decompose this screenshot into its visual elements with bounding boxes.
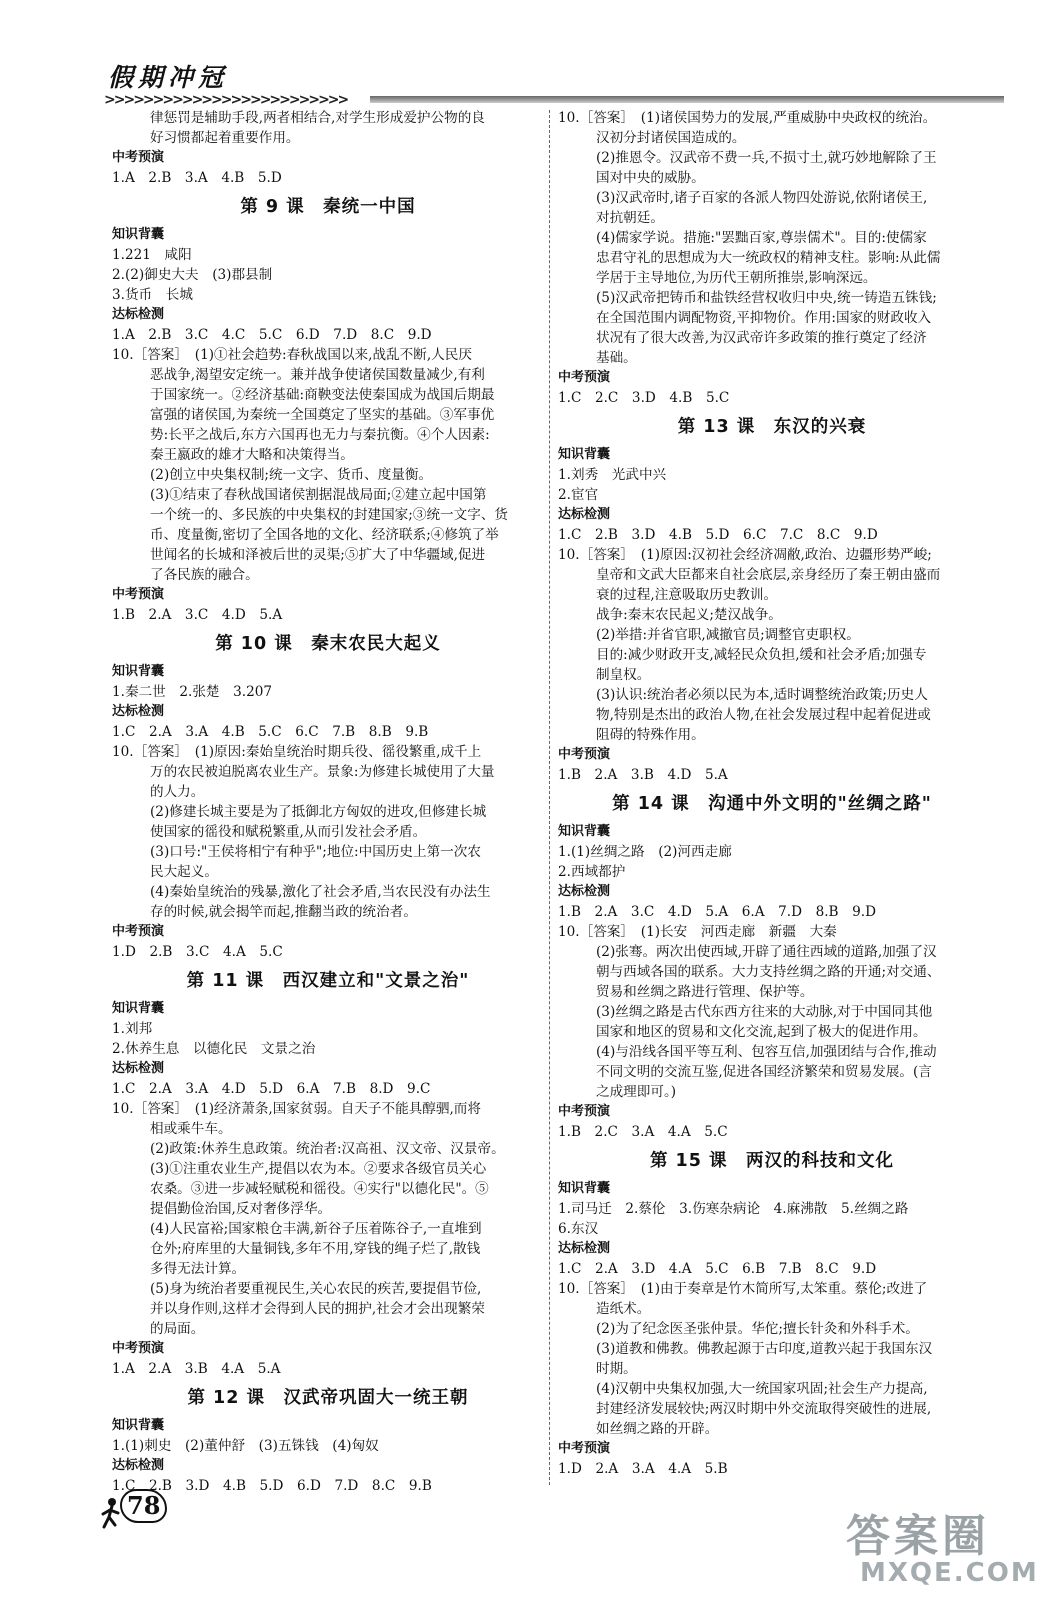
text-line: 万的农民被迫脱离农业生产。景象:为修建长城使用了大量 <box>150 764 495 780</box>
text-line: (2)推恩令。汉武帝不费一兵,不损寸土,就巧妙地解除了王 <box>596 150 937 166</box>
text-line: 封建经济发展较快;两汉时期中外交流取得突破性的进展, <box>596 1401 932 1417</box>
text-line: 2.西域都护 <box>558 864 626 880</box>
text-line: 1.(1)丝绸之路 (2)河西走廊 <box>558 844 732 860</box>
text-line: 时期。 <box>596 1361 637 1377</box>
left-column <box>112 108 544 1496</box>
lesson-title: 第 9 课 秦统一中国 <box>240 197 416 217</box>
text-line: 6.东汉 <box>558 1221 599 1237</box>
text-line: 1.C 2.B 3.D 4.B 5.D 6.D 7.D 8.C 9.B <box>112 1478 432 1494</box>
section-heading: 知识背囊 <box>112 664 165 679</box>
text-line: (3)认识:统治者必须以民为本,适时调整统治政策;历史人 <box>596 687 928 703</box>
text-line: 律惩罚是辅助手段,两者相结合,对学生形成爱护公物的良 <box>150 110 485 126</box>
text-line: 皇帝和文武大臣都来自社会底层,亲身经历了秦王朝由盛而 <box>596 567 941 583</box>
text-line: 农桑。③进一步减轻赋税和徭役。④实行"以德化民"。⑤ <box>150 1181 489 1197</box>
page-header <box>0 0 1054 112</box>
text-line: 1.B 2.C 3.A 4.A 5.C <box>558 1124 728 1140</box>
text-line: 1.D 2.B 3.C 4.A 5.C <box>112 944 283 960</box>
watermark-logo-text: 答案圈 <box>846 1511 990 1562</box>
text-line: (3)口号:"王侯将相宁有种乎";地位:中国历史上第一次农 <box>150 844 481 860</box>
text-line: 并以身作则,这样才会得到人民的拥护,社会才会出现繁荣 <box>150 1301 485 1317</box>
section-heading: 中考预演 <box>112 587 165 602</box>
text-line: 富强的诸侯国,为秦统一全国奠定了坚实的基础。③军事优 <box>150 407 495 423</box>
text-line: 10.［答案］ (1)原因:汉初社会经济凋敝,政治、边疆形势严峻; <box>558 547 932 563</box>
text-line: 在全国范围内调配物资,平抑物价。作用:国家的财政收入 <box>596 310 932 326</box>
lesson-title: 第 10 课 秦末农民大起义 <box>215 634 441 654</box>
section-heading: 中考预演 <box>558 747 611 762</box>
text-line: 1.D 2.A 3.A 4.A 5.B <box>558 1461 728 1477</box>
text-line: 多得无法计算。 <box>150 1261 246 1277</box>
section-heading: 达标检测 <box>558 884 611 899</box>
text-line: 1.刘秀 光武中兴 <box>558 467 667 483</box>
text-line: 1.B 2.A 3.C 4.D 5.A 6.A 7.D 8.B 9.D <box>558 904 877 920</box>
section-heading: 达标检测 <box>112 307 165 322</box>
text-line: 造纸术。 <box>596 1301 651 1317</box>
text-line: 1.(1)刺史 (2)董仲舒 (3)五铢钱 (4)匈奴 <box>112 1438 379 1454</box>
text-line: 如丝绸之路的开辟。 <box>596 1421 719 1437</box>
text-line: 10.［答案］ (1)由于奏章是竹木简所写,太笨重。蔡伦;改进了 <box>558 1281 928 1297</box>
right-column <box>558 108 986 1479</box>
section-heading: 达标检测 <box>558 1241 611 1256</box>
text-line: 制皇权。 <box>596 667 651 683</box>
text-line: 2.休养生息 以德化民 文景之治 <box>112 1041 316 1057</box>
section-heading: 中考预演 <box>112 150 165 165</box>
section-heading: 中考预演 <box>112 1341 165 1356</box>
section-heading: 知识背囊 <box>112 1001 165 1016</box>
section-heading: 知识背囊 <box>112 227 165 242</box>
text-line: 2.(2)御史大夫 (3)郡县制 <box>112 267 273 283</box>
text-line: (4)秦始皇统治的残暴,激化了社会矛盾,当农民没有办法生 <box>150 884 491 900</box>
text-line: 1.C 2.A 3.A 4.D 5.D 6.A 7.B 8.D 9.C <box>112 1081 431 1097</box>
text-line: 币、度量衡,密切了全国各地的文化、经济联系;④修筑了举 <box>150 527 499 543</box>
text-line: (2)政策:休养生息政策。统治者:汉高祖、汉文帝、汉景帝。 <box>150 1141 505 1157</box>
text-line: 状况有了很大改善,为汉武帝许多政策的推行奠定了经济 <box>596 330 927 346</box>
text-line: 1.A 2.B 3.A 4.B 5.D <box>112 170 282 186</box>
section-heading: 中考预演 <box>112 924 165 939</box>
text-line: (2)为了纪念医圣张仲景。华佗;擅长针灸和外科手术。 <box>596 1321 919 1337</box>
text-line: 秦王嬴政的雄才大略和决策得当。 <box>150 447 354 463</box>
text-line: 物,特别是杰出的政治人物,在社会发展过程中起着促进或 <box>596 707 931 723</box>
section-heading: 知识背囊 <box>558 1181 611 1196</box>
text-line: (3)道教和佛教。佛教起源于古印度,道教兴起于我国东汉 <box>596 1341 933 1357</box>
text-line: (4)人民富裕;国家粮仓丰满,新谷子压着陈谷子,一直堆到 <box>150 1221 482 1237</box>
text-line: 基础。 <box>596 350 637 366</box>
text-line: 1.A 2.B 3.C 4.C 5.C 6.D 7.D 8.C 9.D <box>112 327 432 343</box>
text-line: 1.C 2.B 3.D 4.B 5.D 6.C 7.C 8.C 9.D <box>558 527 878 543</box>
text-line: (4)儒家学说。措施:"罢黜百家,尊崇儒术"。目的:使儒家 <box>596 230 927 246</box>
lesson-title: 第 15 课 两汉的科技和文化 <box>649 1151 895 1171</box>
text-line: 1.C 2.A 3.A 4.B 5.C 6.C 7.B 8.B 9.B <box>112 724 429 740</box>
section-heading: 中考预演 <box>558 1441 611 1456</box>
header-rule <box>370 96 1004 103</box>
text-line: (2)张骞。两次出使西域,开辟了通往西域的道路,加强了汉 <box>596 944 937 960</box>
text-line: 1.221 咸阳 <box>112 247 192 263</box>
text-line: 民大起义。 <box>150 864 218 880</box>
text-line: 1.刘邦 <box>112 1021 153 1037</box>
text-line: 10.［答案］ (1)①社会趋势:春秋战国以来,战乱不断,人民厌 <box>112 347 472 363</box>
text-line: 衰的过程,注意吸取历史教训。 <box>596 587 778 603</box>
text-line: 贸易和丝绸之路进行管理、保护等。 <box>596 984 814 1000</box>
text-line: 忠君守礼的思想成为大一统政权的精神支柱。影响:从此儒 <box>596 250 941 266</box>
text-line: 10.［答案］ (1)长安 河西走廊 新疆 大秦 <box>558 924 837 940</box>
lesson-title: 第 13 课 东汉的兴衰 <box>677 417 867 437</box>
text-line: 10.［答案］ (1)原因:秦始皇统治时期兵役、徭役繁重,成千上 <box>112 744 482 760</box>
text-line: 战争:秦末农民起义;楚汉战争。 <box>596 607 782 623</box>
text-line: 阻碍的特殊作用。 <box>596 727 705 743</box>
text-line: 恶战争,渴望安定统一。兼并战争使诸侯国数量减少,有利 <box>150 367 485 383</box>
text-line: 的人力。 <box>150 784 205 800</box>
lesson-title: 第 11 课 西汉建立和"文景之治" <box>186 971 470 991</box>
text-line: 一个统一的、多民族的中央集权的封建国家;③统一文字、货 <box>150 507 509 523</box>
text-line: 好习惯都起着重要作用。 <box>150 130 300 146</box>
text-line: 学居于主导地位,为历代王朝所推崇,影响深远。 <box>596 270 877 286</box>
text-line: 汉初分封诸侯国造成的。 <box>596 130 746 146</box>
lesson-title: 第 14 课 沟通中外文明的"丝绸之路" <box>612 794 932 814</box>
text-line: (2)创立中央集权制;统一文字、货币、度量衡。 <box>150 467 433 483</box>
text-line: (4)汉朝中央集权加强,大一统国家巩固;社会生产力提高, <box>596 1381 928 1397</box>
text-line: 目的:减少财政开支,减轻民众负担,缓和社会矛盾;加强专 <box>596 647 927 663</box>
text-line: 1.B 2.A 3.C 4.D 5.A <box>112 607 283 623</box>
text-line: 使国家的徭役和赋税繁重,从而引发社会矛盾。 <box>150 824 427 840</box>
column-divider <box>549 110 550 1485</box>
runner-figure-icon <box>100 1497 122 1531</box>
text-line: 对抗朝廷。 <box>596 210 664 226</box>
text-line: (4)与沿线各国平等互利、包容互信,加强团结与合作,推动 <box>596 1044 937 1060</box>
text-line: 世闻名的长城和泽被后世的灵渠;⑤扩大了中华疆域,促进 <box>150 547 486 563</box>
text-line: 1.C 2.C 3.D 4.B 5.C <box>558 390 730 406</box>
section-heading: 中考预演 <box>558 1104 611 1119</box>
text-line: 了各民族的融合。 <box>150 567 259 583</box>
text-line: 于国家统一。②经济基础:商鞅变法使秦国成为战国后期最 <box>150 387 495 403</box>
text-line: 2.宦官 <box>558 487 599 503</box>
text-line: 10.［答案］ (1)诸侯国势力的发展,严重威胁中央政权的统治。 <box>558 110 937 126</box>
text-line: 存的时候,就会揭竿而起,推翻当政的统治者。 <box>150 904 417 920</box>
section-heading: 达标检测 <box>112 1061 165 1076</box>
lesson-title: 第 12 课 汉武帝巩固大一统王朝 <box>187 1388 469 1408</box>
text-line: 1.C 2.A 3.D 4.A 5.C 6.B 7.B 8.C 9.D <box>558 1261 877 1277</box>
text-line: 1.秦二世 2.张楚 3.207 <box>112 684 273 700</box>
section-heading: 达标检测 <box>112 1458 165 1473</box>
section-heading: 知识背囊 <box>558 824 611 839</box>
text-line: 1.B 2.A 3.B 4.D 5.A <box>558 767 728 783</box>
text-line: 提倡勤俭治国,反对奢侈浮华。 <box>150 1201 332 1217</box>
text-line: (3)①注重农业生产,提倡以农为本。②要求各级官员关心 <box>150 1161 487 1177</box>
text-line: (2)修建长城主要是为了抵御北方匈奴的进攻,但修建长城 <box>150 804 487 820</box>
text-line: (5)身为统治者要重视民生,关心农民的疾苦,要提倡节俭, <box>150 1281 482 1297</box>
text-line: 国家和地区的贸易和文化交流,起到了极大的促进作用。 <box>596 1024 927 1040</box>
section-heading: 知识背囊 <box>112 1418 165 1433</box>
section-heading: 达标检测 <box>112 704 165 719</box>
text-line: 的局面。 <box>150 1321 205 1337</box>
watermark <box>836 1500 1041 1596</box>
page-number-badge <box>100 1485 180 1531</box>
section-heading: 中考预演 <box>558 370 611 385</box>
text-line: 不同文明的交流互鉴,促进各国经济繁荣和贸易发展。(言 <box>596 1064 932 1080</box>
text-line: (3)丝绸之路是古代东西方往来的大动脉,对于中国同其他 <box>596 1004 933 1020</box>
text-line: 势:长平之战后,东方六国再也无力与秦抗衡。④个人因素: <box>150 427 490 443</box>
watermark-url: MXQE.COM <box>860 1558 1039 1588</box>
text-line: 相或乘牛车。 <box>150 1121 232 1137</box>
text-line: 1.司马迁 2.蔡伦 3.伤寒杂病论 4.麻沸散 5.丝绸之路 <box>558 1201 909 1217</box>
page-number: 78 <box>120 1489 167 1523</box>
section-heading: 知识背囊 <box>558 447 611 462</box>
text-line: 仓外;府库里的大量铜钱,多年不用,穿钱的绳子烂了,散钱 <box>150 1241 481 1257</box>
text-line: (3)汉武帝时,诸子百家的各派人物四处游说,依附诸侯王, <box>596 190 928 206</box>
text-line: (5)汉武帝把铸币和盐铁经营权收归中央,统一铸造五铢钱; <box>596 290 937 306</box>
text-line: (3)①结束了春秋战国诸侯割据混战局面;②建立起中国第 <box>150 487 487 503</box>
series-brand-title: 假期冲冠 <box>108 63 229 92</box>
text-line: 国对中央的威胁。 <box>596 170 705 186</box>
text-line: 之成理即可。) <box>596 1084 677 1100</box>
text-line: 1.A 2.A 3.B 4.A 5.A <box>112 1361 281 1377</box>
section-heading: 达标检测 <box>558 507 611 522</box>
text-line: 10.［答案］ (1)经济萧条,国家贫弱。自天子不能具醇驷,而将 <box>112 1101 481 1117</box>
text-line: 3.货币 长城 <box>112 287 193 303</box>
text-line: 朝与西域各国的联系。大力支持丝绸之路的开通;对交通、 <box>596 964 941 980</box>
text-line: (2)举措:并省官职,减撤官员;调整官吏职权。 <box>596 627 860 643</box>
chevron-decoration: >>>>>>>>>>>>>>>>>>>>>>>>> <box>104 92 348 108</box>
